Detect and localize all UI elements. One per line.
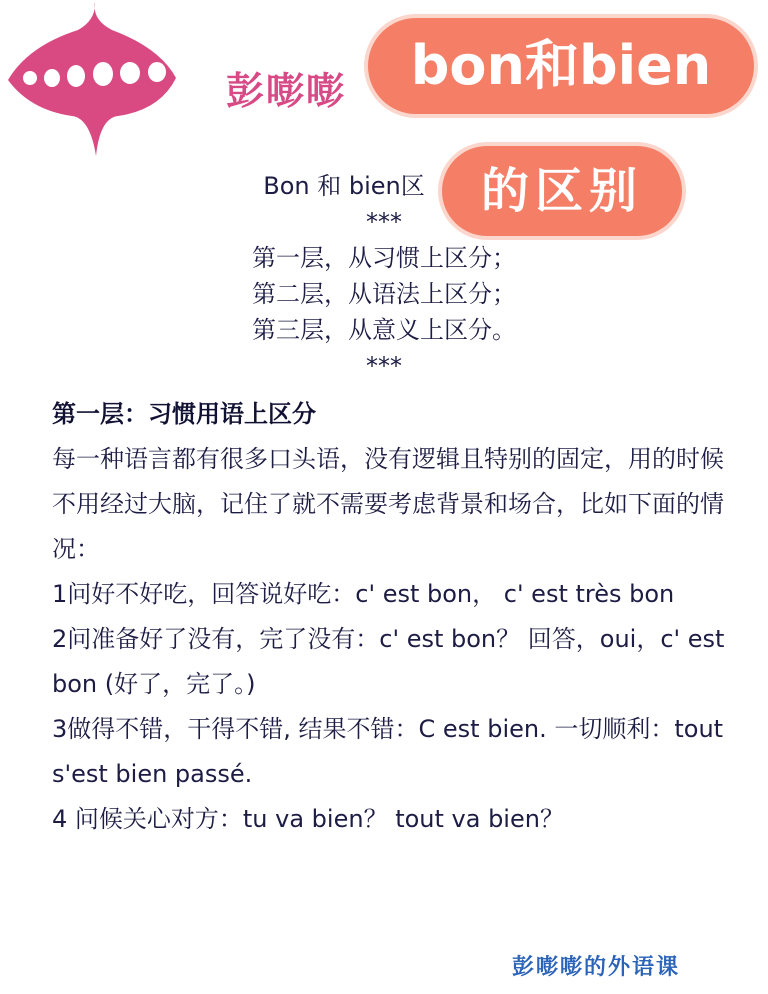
layer-two-line: 第二层，从语法上区分；: [252, 280, 516, 308]
list-item: 3做得不错，干得不错, 结果不错：C est bien. 一切顺利：tout s'est bien passé.: [52, 715, 724, 788]
section-paragraph: 每一种语言都有很多口头语，没有逻辑且特别的固定，用的时候不用经过大脑，记住了就不需要考虑背景和场合，比如下面的情况：: [52, 445, 724, 563]
brand-header: 彭嘭嘭: [226, 69, 347, 113]
intro-line: Bon 和 bien区: [263, 172, 425, 200]
separator: ***: [366, 352, 402, 380]
intro-block: [0, 168, 768, 384]
list-item: 4 问候关心对方：tu va bien？ tout va bien？: [52, 805, 564, 833]
title-pill-secondary: 的区别: [442, 146, 682, 236]
footer-brand: 彭嘭嘭的外语课: [512, 955, 681, 980]
section-heading: 第一层：习惯用语上区分: [52, 400, 316, 428]
list-item: 1问好不好吃，回答说好吃：c' est bon， c' est très bon: [52, 580, 675, 608]
title-pill-primary: bon和bien: [368, 18, 754, 114]
layer-three-line: 第三层，从意义上区分。: [252, 316, 516, 344]
layer-one-line: 第一层，从习惯上区分；: [252, 244, 516, 272]
list-item: 2问准备好了没有，完了没有：c' est bon？ 回答，oui，c' est bon (好了，完了。): [52, 625, 725, 698]
separator: ***: [366, 208, 402, 236]
section-one: [52, 392, 732, 842]
ornament-icon: [0, 0, 190, 160]
